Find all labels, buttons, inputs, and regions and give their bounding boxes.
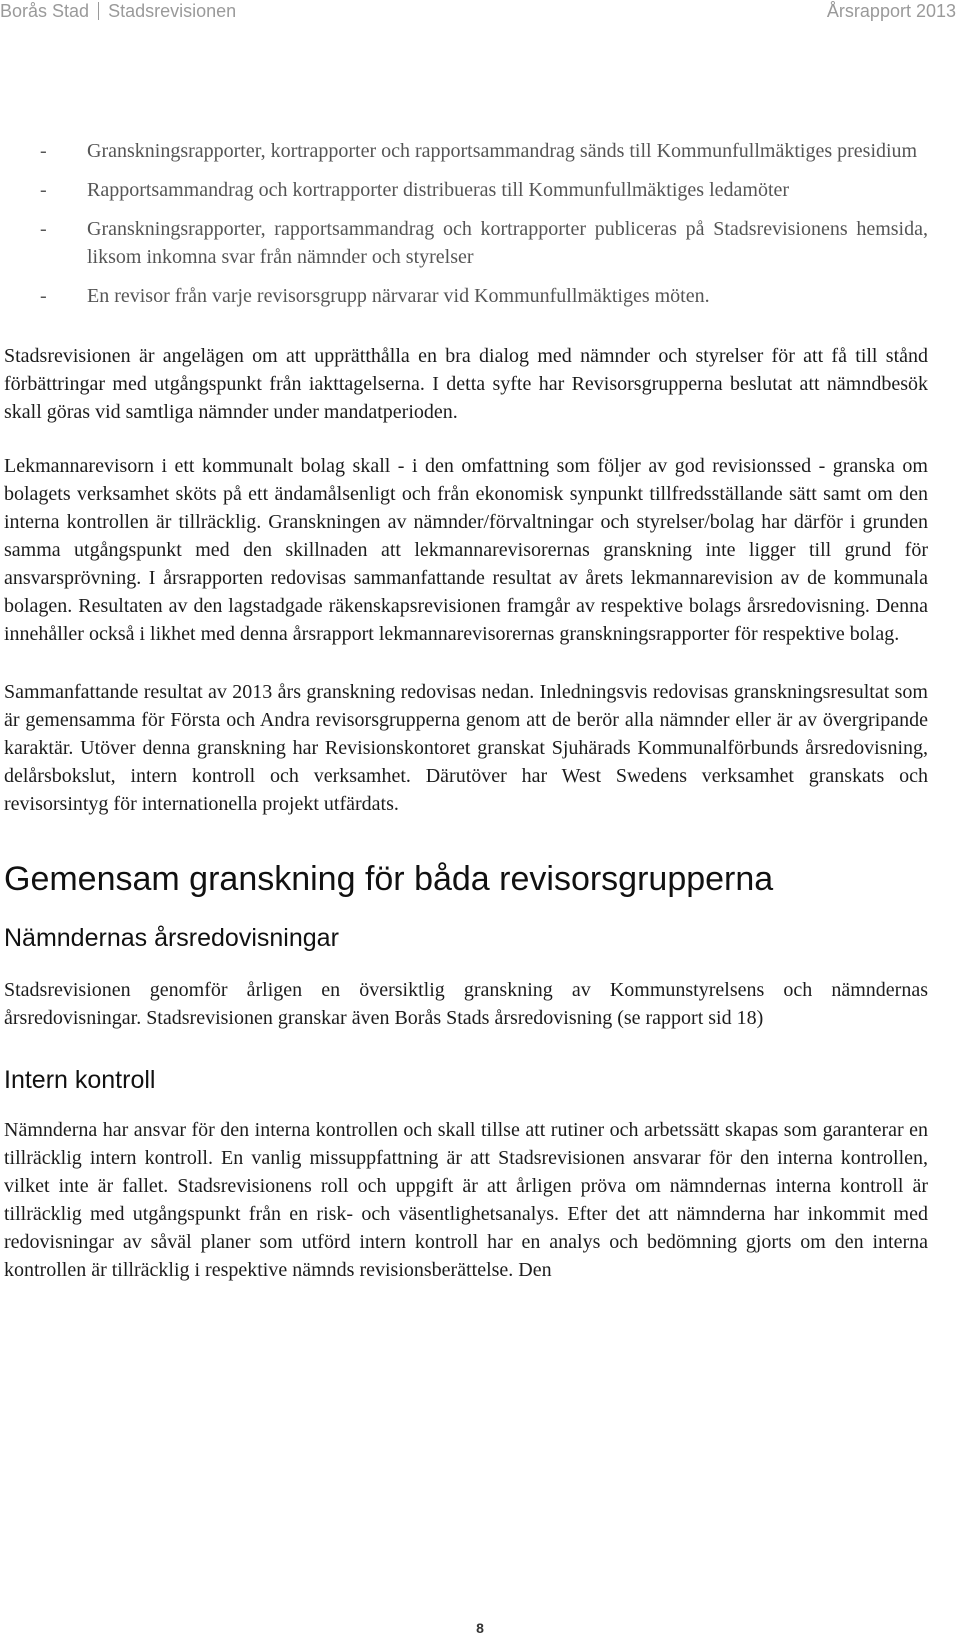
summary-paragraph: Sammanfattande resultat av 2013 års granskning redovisas nedan. Inledningsvis redovisas granskningsresultat som är gemensamma för Första och Andra revisorsgrupperna genom att de berör alla nämnder eller är av övergripande karaktär. Utöver denna granskning har Revisionskontoret granskat Sjuhärads Kommunalförbunds årsredovisning, delårsbokslut, intern kontroll och verksamhet. Därutöver har West Swedens verksamhet granskats och revisorsintyg för internationella projekt utfärdats. xyxy=(4,681,928,815)
dialog-paragraph: Stadsrevisionen är angelägen om att upprätthålla en bra dialog med nämnder och styrelser för att få till stånd förbättringar med utgångspunkt från iakttagelserna. I detta syfte har Revisorsgrupperna beslutat att nämndbesök skall göras vid samtliga nämnder under mandatperioden. xyxy=(4,345,928,423)
header-unit: Stadsrevisionen xyxy=(108,1,237,21)
annual-reports-paragraph: Stadsrevisionen genomför årligen en översiktlig granskning av Kommunstyrelsens och nämndernas årsredovisningar. Stadsrevisionen granskar även Borås Stads årsredovisning (se rapport sid 18) xyxy=(4,979,928,1029)
lay-auditor-paragraph: Lekmannarevisorn i ett kommunalt bolag skall - i den omfattning som följer av god revisionssed - granska om bolagets verksamhet sköts på ett ändamålsenligt och från ekonomisk synpunkt tillfredsställande sätt samt om den interna kontrollen är tillräcklig. Granskningen av nämnder/förvaltningar och styrelser/bolag har därför i grunden samma utgångspunkt med den skillnaden att lekmannarevisorernas granskning inte ligger till grund för ansvarsprövning. I årsrapporten redovisas sammanfattande resultat av årets lekmannarevision av de kommunala bolagen. Resultaten av den lagstadgade räkenskapsrevisionen framgår av respektive bolags årsredovisning. Denna innehåller också i likhet med denna årsrapport lekmannarevisorernas granskningsrapporter för respektive bolag. xyxy=(4,455,928,645)
header-org: Borås Stad xyxy=(0,1,90,21)
list-dash: - xyxy=(40,285,47,307)
list-item xyxy=(4,282,928,310)
subsection-title-internal-control: Intern kontroll xyxy=(4,1066,156,1094)
header-separator xyxy=(98,2,99,20)
list-dash: - xyxy=(40,179,47,201)
list-dash: - xyxy=(40,140,47,162)
list-dash: - xyxy=(40,218,47,240)
list-item-text: Rapportsammandrag och kortrapporter distribueras till Kommunfullmäktiges ledamöter xyxy=(87,179,790,201)
header-left xyxy=(0,1,236,22)
header-report-title: Årsrapport 2013 xyxy=(826,1,956,21)
list-item xyxy=(4,137,928,165)
page-content xyxy=(4,137,928,1284)
list-item-text: Granskningsrapporter, kortrapporter och rapportsammandrag sänds till Kommunfullmäktiges presidium xyxy=(87,140,918,162)
list-item-text: En revisor från varje revisorsgrupp närvarar vid Kommunfullmäktiges möten. xyxy=(87,285,710,307)
section-title: Gemensam granskning för båda revisorsgrupperna xyxy=(4,860,774,898)
distribution-list xyxy=(4,137,928,310)
internal-control-paragraph: Nämnderna har ansvar för den interna kontrollen och skall tillse att rutiner och arbetssätt skapas som garanterar en tillräcklig intern kontroll. En vanlig missuppfattning är att Stadsrevisionen ansvarar för den interna kontrollen, vilket inte är fallet. Stadsrevisionens roll och uppgift är att årligen pröva om nämndernas interna kontroll är tillräcklig med utgångspunkt från en risk- och väsentlighetsanalys. Efter det att nämnderna har inkommit med redovisningar av såväl planer som utförd intern kontroll har en analys och bedömning gjorts om den interna kontrollen är tillräcklig i respektive nämnds revisionsberättelse. Den xyxy=(4,1119,928,1281)
list-item xyxy=(4,215,928,271)
page-number: 8 xyxy=(476,1620,484,1636)
subsection-title-annual-reports: Nämndernas årsredovisningar xyxy=(4,924,339,952)
list-item xyxy=(4,176,928,204)
list-item-text: Granskningsrapporter, rapportsammandrag och kortrapporter publiceras på Stadsrevisionens hemsida, liksom inkomna svar från nämnder och styrelser xyxy=(87,218,928,268)
page-header xyxy=(0,0,960,26)
